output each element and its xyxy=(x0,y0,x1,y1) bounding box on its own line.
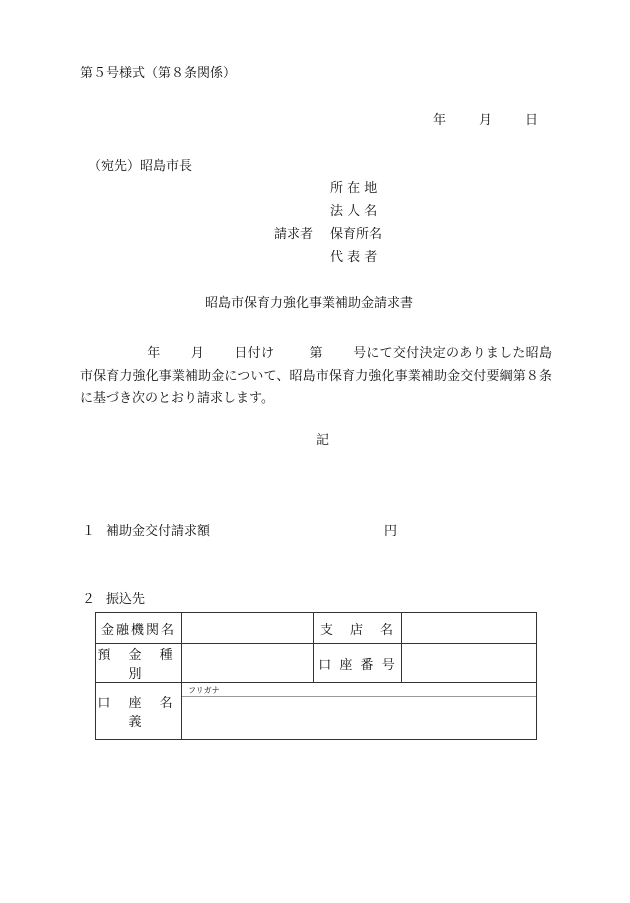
requester-representative-label: 代 表 者 xyxy=(330,250,378,265)
requester-address-label: 所 在 地 xyxy=(330,181,378,196)
account-number-field[interactable] xyxy=(402,644,537,683)
branch-name-label: 支 店 名 xyxy=(314,613,402,644)
addressee: （宛先）昭島市長 xyxy=(88,159,193,174)
requester-corporation-label: 法 人 名 xyxy=(330,204,378,219)
body-month: 月 xyxy=(190,346,205,361)
requester-nursery-label: 保育所名 xyxy=(330,227,383,242)
body-text: 号にて交付決定のありました昭島市保育力強化事業補助金について、昭島市保育力強化事業補助金交付要綱第８条に基づき次のとおり請求します。 xyxy=(80,346,552,406)
table-row xyxy=(96,644,537,683)
account-number-label: 口 座 番 号 xyxy=(314,644,402,683)
date-day: 日 xyxy=(525,113,539,128)
account-holder-field[interactable] xyxy=(182,683,537,740)
document-title: 昭島市保育力強化事業補助金請求書 xyxy=(205,296,414,311)
item-1-number: １ xyxy=(82,524,96,539)
body-dai: 第 xyxy=(309,346,323,361)
date-year: 年 xyxy=(433,113,447,128)
form-number: 第５号様式（第８条関係） xyxy=(80,66,237,81)
body-dated: 日付け xyxy=(234,346,275,361)
item-1-unit: 円 xyxy=(384,524,398,539)
table-row xyxy=(96,683,537,740)
table-row xyxy=(96,613,537,644)
body-paragraph xyxy=(80,343,552,411)
deposit-type-label: 預 金 種 別 xyxy=(96,644,182,683)
deposit-type-field[interactable] xyxy=(182,644,314,683)
body-year: 年 xyxy=(147,346,161,361)
account-holder-label: 口 座 名 義 xyxy=(96,683,182,740)
bank-name-label: 金融機関名 xyxy=(96,613,182,644)
date-month: 月 xyxy=(479,113,493,128)
furigana-label: フリガナ xyxy=(182,683,536,697)
ki-heading: 記 xyxy=(316,433,330,448)
item-2-label: 振込先 xyxy=(106,592,146,607)
bank-name-field[interactable] xyxy=(182,613,314,644)
item-1-label: 補助金交付請求額 xyxy=(106,524,211,539)
branch-name-field[interactable] xyxy=(402,613,537,644)
item-2-number: ２ xyxy=(82,592,96,607)
bank-account-table xyxy=(95,612,537,740)
requester-label: 請求者 xyxy=(274,227,314,242)
